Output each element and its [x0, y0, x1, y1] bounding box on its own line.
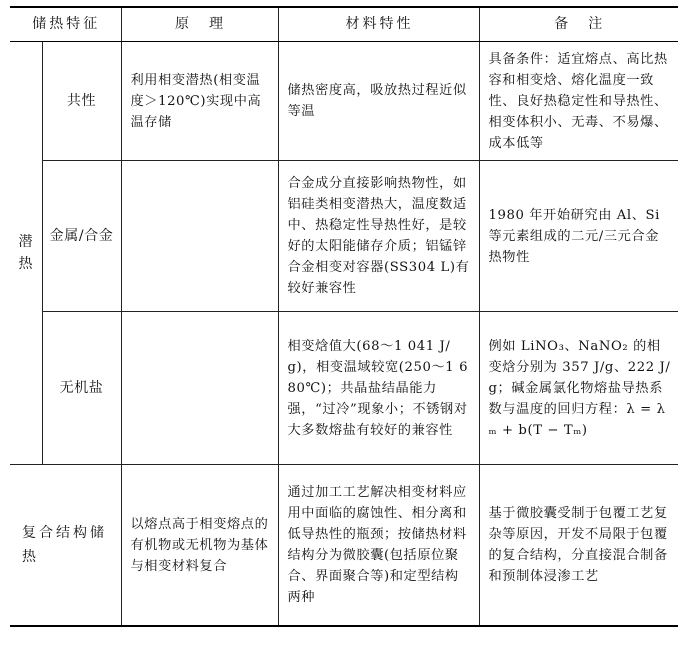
- category-composite: 复合结构储热: [10, 465, 121, 627]
- principle-composite: 以熔点高于相变熔点的有机物或无机物为基体与相变材料复合: [121, 465, 278, 627]
- material-composite: 通过加工工艺解决相变材料应用中面临的腐蚀性、相分离和低导热性的瓶颈；按储热材料结构分为微胶囊(包括原位聚合、界面聚合等)和定型结构两种: [278, 465, 479, 627]
- header-row: [10, 7, 678, 42]
- header-remark: 备 注: [479, 7, 678, 42]
- remark-metal-alloy: 1980 年开始研究由 Al、Si 等元素组成的二元/三元合金热物性: [479, 161, 678, 312]
- header-material: 材料特性: [278, 7, 479, 42]
- subcategory-common: 共性: [42, 42, 121, 161]
- material-metal-alloy: 合金成分直接影响热物性，如铝硅类相变潜热大，温度数适中、热稳定性导热性好，是较好的太阳能储存介质；铝锰锌合金相变对容器(SS304 L)有较好兼容性: [278, 161, 479, 312]
- category-latent-heat: [10, 42, 42, 465]
- principle-inorganic-salt: [121, 312, 278, 465]
- material-common: 储热密度高，吸放热过程近似等温: [278, 42, 479, 161]
- subcategory-metal-alloy: 金属/合金: [42, 161, 121, 312]
- material-inorganic-salt: 相变焓值大(68～1 041 J/g)，相变温域较宽(250～1 680℃)；共晶盐结晶能力强，“过冷”现象小；不锈钢对大多数熔盐有较好的兼容性: [278, 312, 479, 465]
- thermal-storage-table: [10, 6, 678, 627]
- remark-common: 具备条件：适宜熔点、高比热容和相变焓、熔化温度一致性、良好热稳定性和导热性、相变体积小、无毒、不易爆、成本低等: [479, 42, 678, 161]
- table-row-metal-alloy: [10, 161, 678, 312]
- principle-common: 利用相变潜热(相变温度＞120℃)实现中高温存储: [121, 42, 278, 161]
- header-principle: 原 理: [121, 7, 278, 42]
- category-latent-char-2: 热: [18, 256, 34, 272]
- category-latent-char-1: 潜: [18, 234, 34, 250]
- principle-metal-alloy: [121, 161, 278, 312]
- remark-composite: 基于微胶囊受制于包覆工艺复杂等原因，开发不局限于包覆的复合结构，分直接混合制备和预制体浸渗工艺: [479, 465, 678, 627]
- remark-inorganic-salt: 例如 LiNO₃、NaNO₂ 的相变焓分别为 357 J/g、222 J/g；碱金属氯化物熔盐导热系数与温度的回归方程：λ = λₘ + b(T − Tₘ): [479, 312, 678, 465]
- table-row-inorganic-salt: [10, 312, 678, 465]
- table-row-common: [10, 42, 678, 161]
- subcategory-inorganic-salt: 无机盐: [42, 312, 121, 465]
- table-row-composite: [10, 465, 678, 627]
- header-feature: 储热特征: [10, 7, 121, 42]
